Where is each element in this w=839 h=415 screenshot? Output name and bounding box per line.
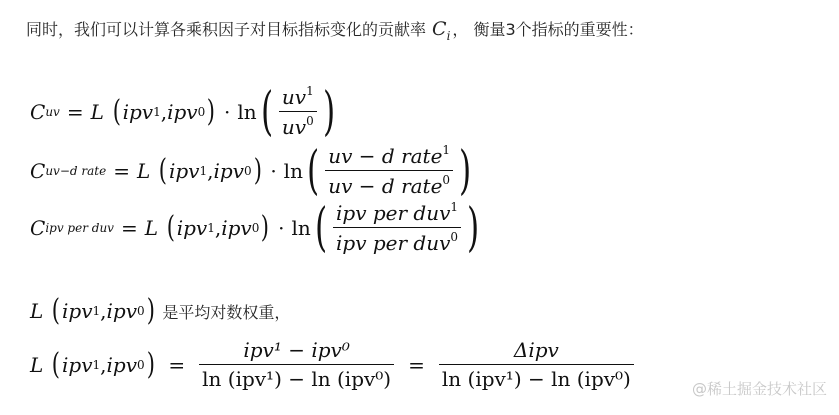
intro-text: 同时，我们可以计算各乘积因子对目标指标变化的贡献率 <box>26 20 427 39</box>
eq3-lhs-subscript: ipv per duv <box>45 220 114 235</box>
intro-paragraph <box>26 17 644 43</box>
equation-log-mean-definition: L ( ipv 1 , ipv 0 ) = $\frac{\text{ipv¹ − ipv⁰}}{\text{ln (ipv¹) − ln (ipv⁰)}}$ = $\frac{\text{Δipv}}{\text{ln (ipv¹) − ln (ipv⁰)}}$ <box>30 338 636 391</box>
watermark: @稀土掘金技术社区 <box>691 380 827 398</box>
intro-text-after: ， 衡量3个指标的重要性： <box>452 20 644 39</box>
log-mean-caption: 是平均对数权重， <box>162 302 291 322</box>
eq1-fraction: $\frac{uv^1}{uv^0}$ <box>279 84 317 139</box>
equation-c-uv-d-rate: C uv−d rate = L ( ipv 1 , ipv 0 ) · ln ( $\frac{uv - d rate^1}{uv - d rate^0}$ ) <box>30 140 472 201</box>
eq3-fraction: $\frac{ipv per duv^1}{ipv per duv^0}$ <box>333 200 461 255</box>
eq1-lhs-subscript: uv <box>45 104 60 119</box>
eq2-fraction: $\frac{uv - d rate^1}{uv - d rate^0}$ <box>325 143 453 198</box>
equation-c-uv: C uv = L ( ipv 1 , ipv 0 ) · ln ( $\frac{uv^1}{uv^0}$ ) <box>30 81 335 142</box>
log-mean-fraction-2: $\frac{\text{Δipv}}{\text{ln (ipv¹) − ln (ipv⁰)}}$ <box>439 338 634 391</box>
log-mean-fraction-1: $\frac{\text{ipv¹ − ipv⁰}}{\text{ln (ipv¹) − ln (ipv⁰)}}$ <box>199 338 394 391</box>
equation-c-ipv-per-duv: C ipv per duv = L ( ipv 1 , ipv 0 ) · ln ( $\frac{ipv per duv^1}{ipv per duv^0}$ ) <box>30 197 480 258</box>
log-mean-caption-line: L ( ipv 1 , ipv 0 ) 是平均对数权重， <box>30 293 291 328</box>
contribution-symbol: $C_i$ <box>432 18 451 43</box>
eq2-lhs-subscript: uv−d rate <box>45 163 107 178</box>
